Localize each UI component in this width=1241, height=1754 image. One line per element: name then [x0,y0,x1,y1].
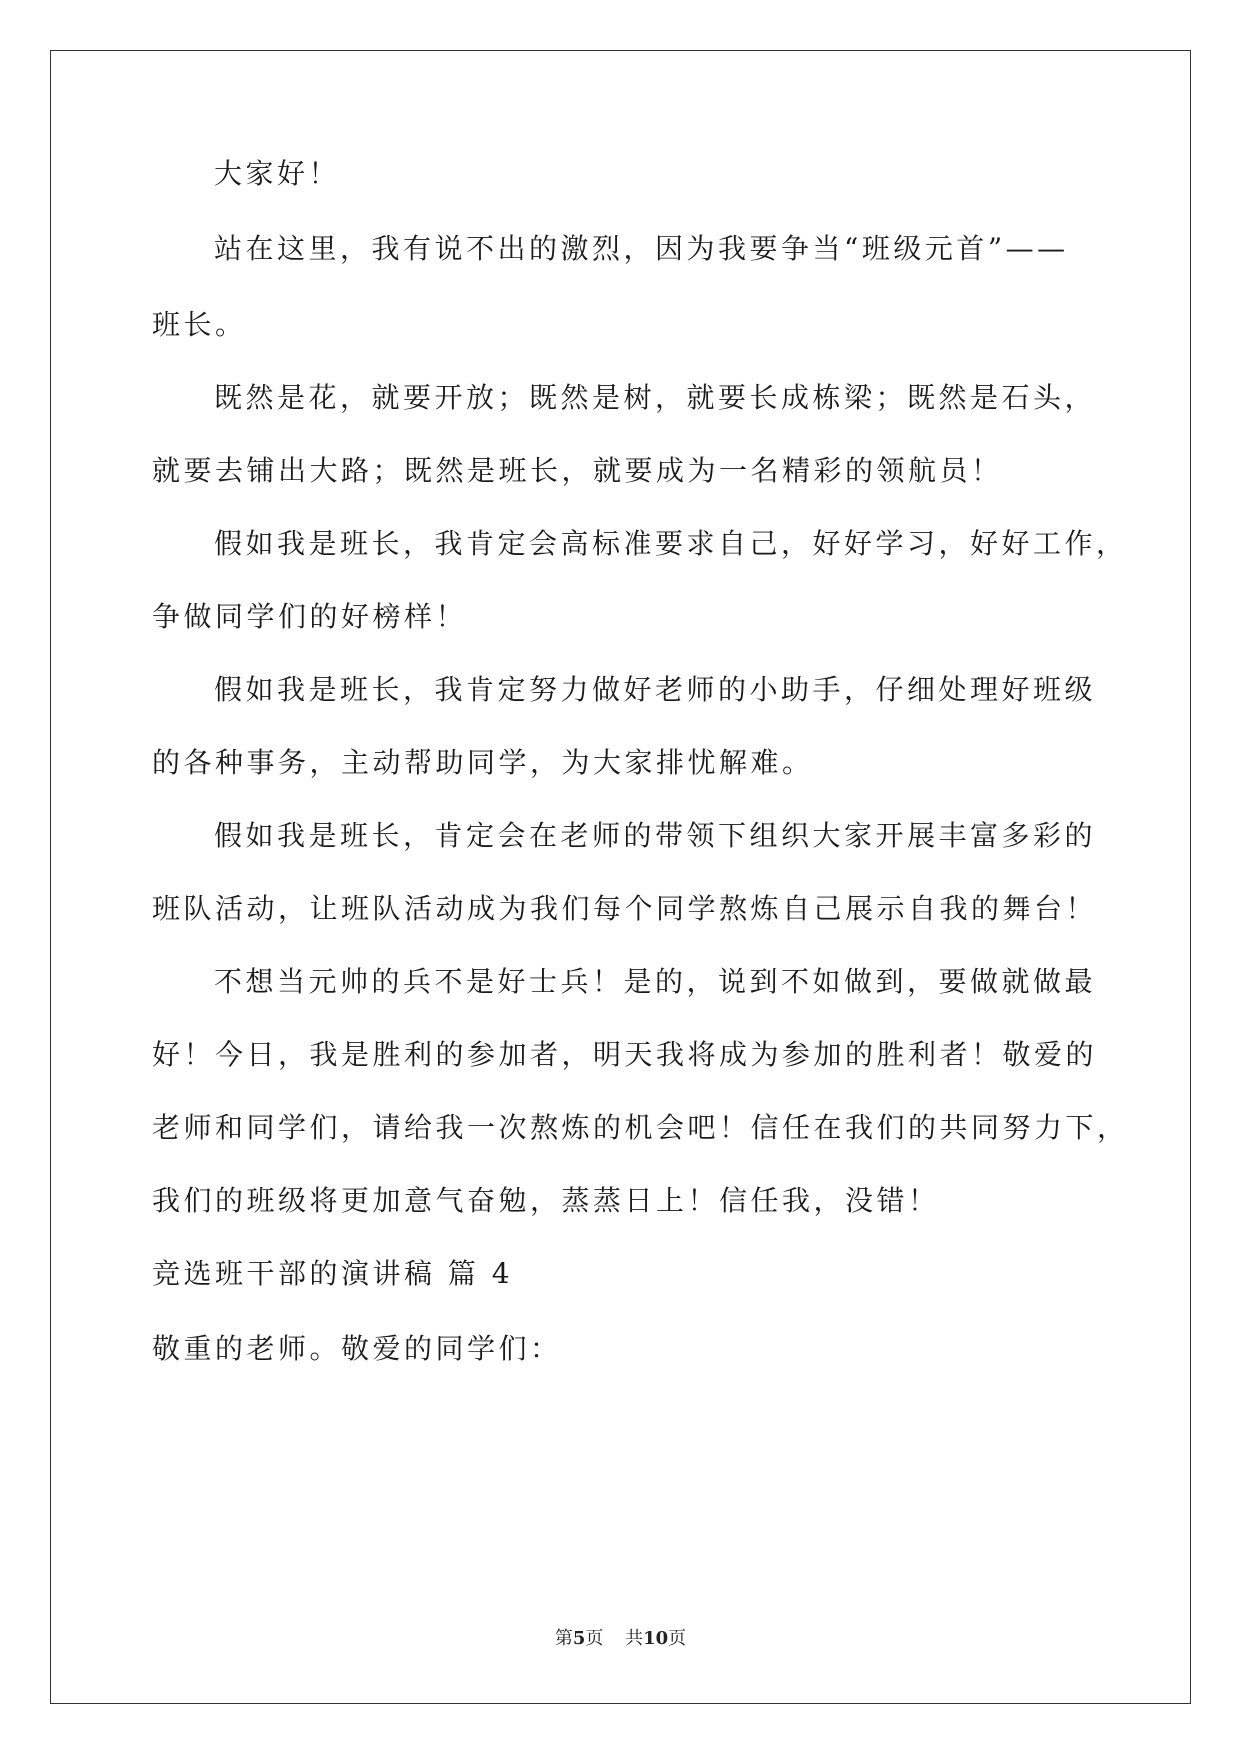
text-line: 假如我是班长，肯定会在老师的带领下组织大家开展丰富多彩的 [214,819,1097,852]
section-heading: 竞选班干部的演讲稿 篇 4 [152,1257,514,1290]
text-line: 不想当元帅的兵不是好士兵！是的，说到不如做到，要做就做最 [214,965,1097,998]
text-line: 假如我是班长，我肯定会高标准要求自己，好好学习，好好工作， [214,527,1128,560]
total-pages: 共10页 [625,1628,687,1649]
text-line: 老师和同学们，请给我一次熬炼的机会吧！信任在我们的共同努力下， [152,1111,1129,1144]
text-line: 的各种事务，主动帮助同学，为大家排忧解难。 [152,746,814,779]
text-line: 假如我是班长，我肯定努力做好老师的小助手，仔细处理好班级 [214,673,1097,706]
page-footer [0,1627,1241,1651]
text-line: 站在这里，我有说不出的激烈，因为我要争当“班级元首”—— [214,232,1069,265]
text-line: 大家好！ [214,157,341,190]
text-line: 就要去铺出大路；既然是班长，就要成为一名精彩的领航员！ [152,454,1003,487]
text-line: 好！今日，我是胜利的参加者，明天我将成为参加的胜利者！敬爱的 [152,1038,1098,1071]
page-number: 第5页 [554,1628,604,1649]
text-line: 班队活动，让班队活动成为我们每个同学熬炼自己展示自我的舞台！ [152,892,1098,925]
page-border [50,50,1191,1704]
text-line: 班长。 [152,308,247,341]
text-line: 争做同学们的好榜样！ [152,600,468,633]
text-line: 我们的班级将更加意气奋勉，蒸蒸日上！信任我，没错！ [152,1184,940,1217]
salutation: 敬重的老师。敬爱的同学们： [152,1332,562,1365]
text-line: 既然是花，就要开放；既然是树，就要长成栋梁；既然是石头， [214,381,1097,414]
